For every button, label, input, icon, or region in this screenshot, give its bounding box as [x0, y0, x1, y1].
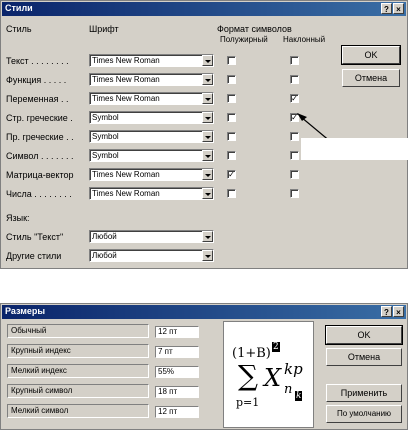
chevron-down-icon[interactable]	[202, 131, 213, 142]
chevron-down-icon[interactable]	[202, 74, 213, 85]
header-font: Шрифт	[89, 24, 119, 34]
style-label: Матрица-вектор	[6, 170, 74, 180]
italic-checkbox[interactable]	[290, 56, 299, 65]
bold-checkbox[interactable]	[227, 113, 236, 122]
help-button[interactable]: ?	[381, 3, 392, 14]
italic-checkbox[interactable]	[290, 189, 299, 198]
header-format: Формат символов	[217, 24, 292, 34]
language-label: Язык:	[6, 213, 30, 223]
size-input-normal[interactable]: 12 пт	[155, 326, 199, 338]
size-label-normal: Обычный	[7, 324, 149, 338]
chevron-down-icon[interactable]	[202, 150, 213, 161]
size-input-large-index[interactable]: 7 пт	[155, 346, 199, 358]
bold-checkbox[interactable]	[227, 75, 236, 84]
preview-sigma: ∑	[238, 359, 258, 392]
other-styles-value: Любой	[92, 251, 117, 260]
font-value: Times New Roman	[92, 189, 160, 198]
italic-checkbox[interactable]: ✓	[291, 113, 298, 122]
header-italic: Наклонный	[283, 35, 326, 44]
italic-checkbox[interactable]	[290, 75, 299, 84]
font-select[interactable]	[89, 73, 214, 86]
text-style-value: Любой	[92, 232, 117, 241]
chevron-down-icon[interactable]	[202, 188, 213, 199]
preview-X: X	[264, 364, 282, 392]
bold-checkbox[interactable]	[227, 189, 236, 198]
header-bold: Полужирный	[220, 35, 268, 44]
apply-button[interactable]: Применить	[326, 384, 402, 402]
italic-checkbox[interactable]	[290, 151, 299, 160]
style-label: Стр. греческие .	[6, 113, 73, 123]
font-value: Symbol	[92, 132, 119, 141]
default-button[interactable]: По умолчанию	[326, 405, 402, 423]
chevron-down-icon[interactable]	[202, 250, 213, 261]
sizes-title: Размеры	[5, 306, 46, 316]
size-label-small-symbol: Мелкий символ	[7, 404, 149, 418]
font-value: Times New Roman	[92, 75, 160, 84]
sizes-dialog	[0, 303, 408, 430]
preview-sub: p=1	[236, 396, 260, 409]
size-input-small-symbol[interactable]: 12 пт	[155, 406, 199, 418]
font-value: Times New Roman	[92, 94, 160, 103]
italic-checkbox[interactable]	[290, 170, 299, 179]
close-button[interactable]: ×	[393, 3, 404, 14]
size-label-large-symbol: Крупный символ	[7, 384, 149, 398]
style-label: Переменная . .	[6, 94, 69, 104]
help-button[interactable]: ?	[381, 306, 392, 317]
chevron-down-icon[interactable]	[202, 93, 213, 104]
style-label: Текст . . . . . . . .	[6, 56, 69, 66]
preview-sup: 2	[273, 342, 279, 352]
font-value: Times New Roman	[92, 170, 160, 179]
preview-kp: kp	[284, 360, 303, 378]
preview-n: n	[284, 382, 293, 397]
size-input-small-index[interactable]: 55%	[155, 366, 199, 378]
font-value: Symbol	[92, 113, 119, 122]
chevron-down-icon[interactable]	[202, 231, 213, 242]
style-label: Пр. греческие . .	[6, 132, 74, 142]
formula-preview	[223, 321, 314, 428]
chevron-down-icon[interactable]	[202, 55, 213, 66]
font-select[interactable]	[89, 92, 214, 105]
ok-button[interactable]: OK	[326, 326, 402, 344]
bold-checkbox[interactable]: ✓	[228, 170, 235, 179]
sizes-titlebar	[2, 305, 406, 319]
chevron-down-icon[interactable]	[202, 169, 213, 180]
bold-checkbox[interactable]	[227, 151, 236, 160]
chevron-down-icon[interactable]	[202, 112, 213, 123]
other-styles-label: Другие стили	[6, 251, 62, 261]
style-label: Числа . . . . . . . .	[6, 189, 72, 199]
style-label: Символ . . . . . . .	[6, 151, 74, 161]
font-select[interactable]	[89, 168, 214, 181]
style-label: Функция . . . . .	[6, 75, 67, 85]
font-select[interactable]	[89, 111, 214, 124]
size-label-large-index: Крупный индекс	[7, 344, 149, 358]
preview-k: k	[296, 391, 302, 401]
bold-checkbox[interactable]	[227, 94, 236, 103]
close-button[interactable]: ×	[393, 306, 404, 317]
size-input-large-symbol[interactable]: 18 пт	[155, 386, 199, 398]
bold-checkbox[interactable]	[227, 132, 236, 141]
font-select[interactable]	[89, 149, 214, 162]
font-select[interactable]	[89, 187, 214, 200]
text-style-label: Стиль "Текст"	[6, 232, 64, 242]
size-label-small-index: Мелкий индекс	[7, 364, 149, 378]
cancel-button[interactable]: Отмена	[326, 348, 402, 366]
styles-titlebar	[2, 2, 406, 16]
annotation-box	[301, 138, 408, 160]
font-value: Symbol	[92, 151, 119, 160]
italic-checkbox[interactable]: ✓	[291, 94, 298, 103]
ok-button[interactable]: OK	[342, 46, 400, 64]
font-value: Times New Roman	[92, 56, 160, 65]
styles-title: Стили	[5, 3, 33, 13]
preview-paren: (1+B)	[232, 346, 271, 361]
header-style: Стиль	[6, 24, 32, 34]
text-style-select[interactable]	[89, 230, 214, 243]
font-select[interactable]	[89, 130, 214, 143]
cancel-button[interactable]: Отмена	[342, 69, 400, 87]
other-styles-select[interactable]	[89, 249, 214, 262]
font-select[interactable]	[89, 54, 214, 67]
bold-checkbox[interactable]	[227, 56, 236, 65]
